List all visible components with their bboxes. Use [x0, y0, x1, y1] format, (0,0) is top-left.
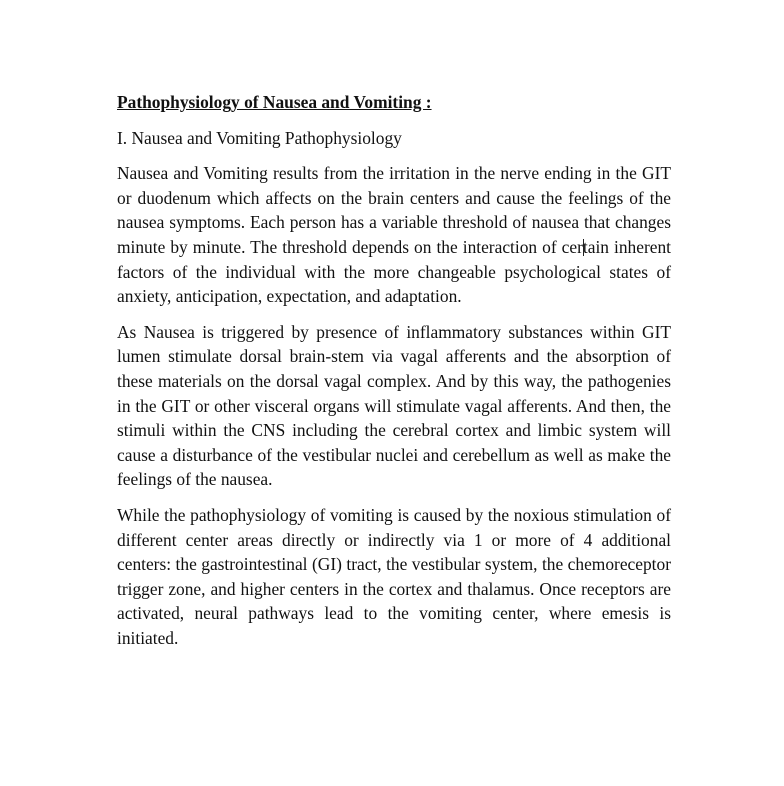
paragraph-1	[117, 161, 671, 309]
document-title: Pathophysiology of Nausea and Vomiting :	[117, 92, 432, 112]
document-body[interactable]	[117, 90, 671, 661]
section-heading: I. Nausea and Vomiting Pathophysiology	[117, 127, 402, 148]
paragraph-1-text-end: tain inherent factors of the individual with the more changeable psychological states of anxiety, anticipation, expectation, and adaptation.	[117, 236, 671, 307]
paragraph-3: While the pathophysiology of vomiting is caused by the noxious stimulation of different center areas directly or indirectly via 1 or more of 4 additional centers: the gastrointestinal (GI) tract, the vestibular system, the chemoreceptor trigger zone, and higher centers in the cortex and thalamus. Once receptors are activated, neural pathways lead to the vomiting center, where emesis is initiated.	[117, 504, 671, 648]
paragraph-2: As Nausea is triggered by presence of inflammatory substances within GIT lumen stimulate dorsal brain-stem via vagal afferents and the absorption of these materials on the dorsal vagal complex. And by this way, the pathogenies in the GIT or other visceral organs will stimulate vagal afferents. And then, the stimuli within the CNS including the cerebral cortex and limbic system will cause a disturbance of the vestibular nuclei and cerebellum as well as make the feelings of the nausea.	[117, 321, 671, 490]
paragraph-1-text-start: Nausea and Vomiting results from the irritation in the nerve ending in the GIT or duodenum which affects on the brain centers and cause the feelings of the nausea symptoms. Each person has a variable threshold of nausea that changes minute by minute. The threshold depends on the interaction of cer	[117, 163, 671, 257]
